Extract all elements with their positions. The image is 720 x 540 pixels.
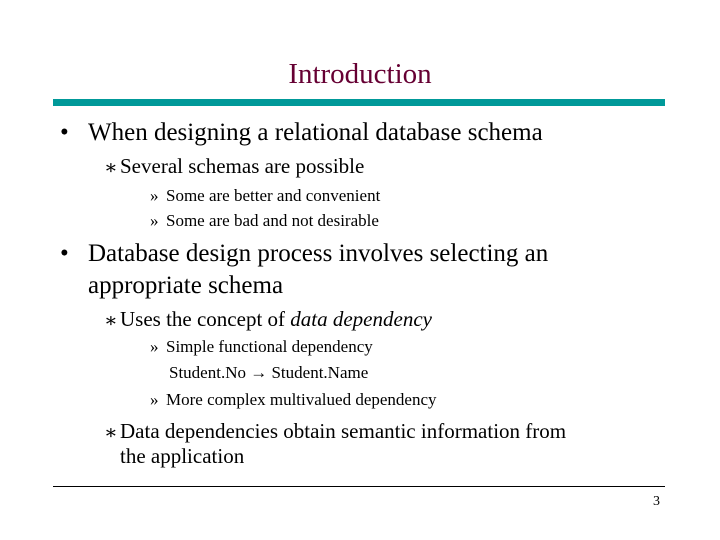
sub-sub-bullet-text: More complex multivalued dependency [166, 390, 437, 409]
sub-bullet-text [120, 306, 660, 332]
chevron-bullet-icon: » [150, 186, 159, 205]
sub-sub-bullet-text: Some are bad and not desirable [166, 211, 379, 230]
sub-bullet-text-line2: the application [120, 444, 245, 468]
page-number: 3 [653, 494, 660, 509]
bullet-icon: • [60, 119, 69, 146]
dependency-example: Student.No → Student.Name [169, 363, 369, 382]
sub-bullet-prefix: Uses the concept of [120, 307, 291, 331]
slide-title: Introduction [288, 58, 432, 90]
sub-sub-bullet-text: Some are better and convenient [166, 186, 381, 205]
asterisk-bullet-icon: ∗ [104, 422, 118, 444]
sub-bullet-text-line1: Data dependencies obtain semantic information from [120, 419, 567, 443]
sub-sub-bullet-text: Simple functional dependency [166, 337, 373, 356]
title-divider [53, 99, 665, 106]
sub-bullet-text: Several schemas are possible [120, 154, 365, 178]
emphasized-term: data dependency [290, 307, 432, 331]
asterisk-bullet-icon: ∗ [104, 157, 118, 179]
chevron-bullet-icon: » [150, 390, 159, 409]
bullet-icon: • [60, 240, 69, 267]
chevron-bullet-icon: » [150, 211, 159, 230]
bullet-text-line2: appropriate schema [88, 272, 284, 299]
bullet-text-line1: Database design process involves selecting an [88, 240, 549, 267]
bullet-text: When designing a relational database schema [88, 119, 543, 146]
asterisk-bullet-icon: ∗ [104, 310, 118, 332]
footer-divider [53, 486, 665, 487]
chevron-bullet-icon: » [150, 337, 159, 356]
